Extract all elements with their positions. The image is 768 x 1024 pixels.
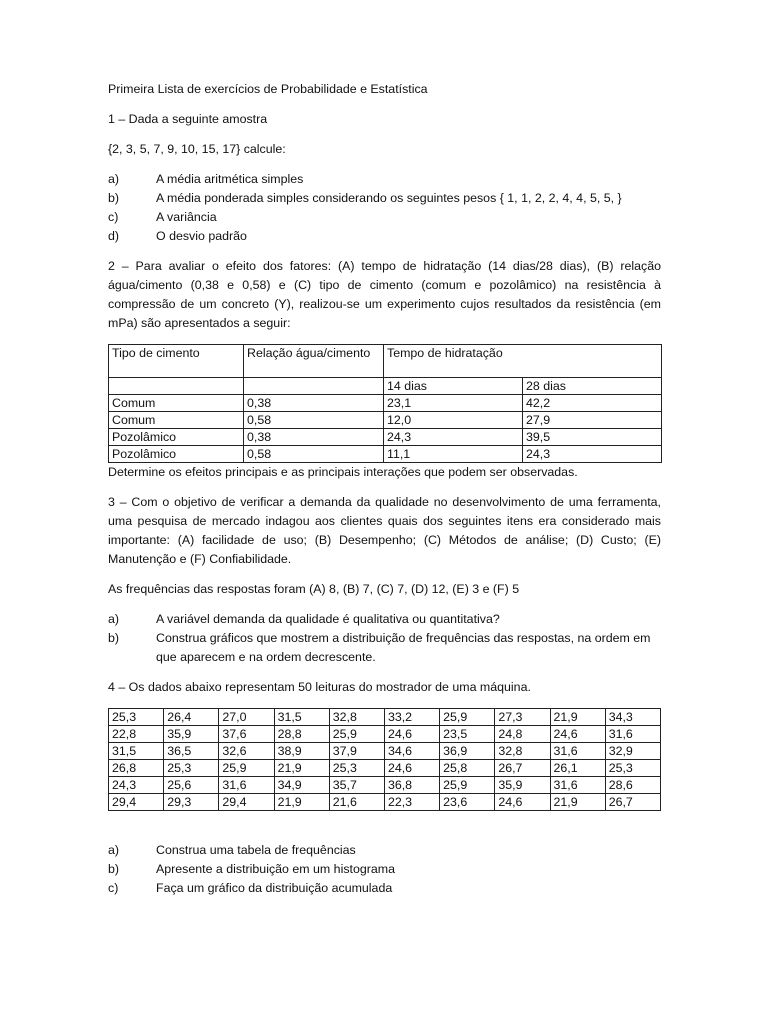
reading-cell: 21,9 bbox=[550, 794, 605, 811]
reading-cell: 22,8 bbox=[109, 726, 164, 743]
table-cell: 12,0 bbox=[384, 412, 523, 429]
reading-cell: 31,6 bbox=[550, 743, 605, 760]
list-item bbox=[108, 208, 661, 227]
reading-cell: 26,7 bbox=[495, 760, 550, 777]
item-label: b) bbox=[108, 191, 120, 205]
table-cell: 24,3 bbox=[523, 446, 662, 463]
table-row bbox=[109, 726, 661, 743]
reading-cell: 24,6 bbox=[384, 726, 439, 743]
table-row bbox=[109, 446, 662, 463]
reading-cell: 38,9 bbox=[274, 743, 329, 760]
reading-cell: 25,3 bbox=[605, 760, 660, 777]
item-text: A média ponderada simples considerando os seguintes pesos { 1, 1, 2, 2, 4, 4, 5, 5, } bbox=[156, 191, 622, 205]
reading-cell: 25,3 bbox=[329, 760, 384, 777]
item-text: Apresente a distribuição em um histograma bbox=[156, 862, 395, 876]
reading-cell: 25,6 bbox=[164, 777, 219, 794]
header-tempo: Tempo de hidratação bbox=[384, 345, 662, 378]
table-row bbox=[109, 709, 661, 726]
reading-cell: 29,4 bbox=[219, 794, 274, 811]
table-cell: 39,5 bbox=[523, 429, 662, 446]
reading-cell: 31,6 bbox=[219, 777, 274, 794]
reading-cell: 25,3 bbox=[164, 760, 219, 777]
reading-cell: 35,9 bbox=[164, 726, 219, 743]
reading-cell: 29,4 bbox=[109, 794, 164, 811]
table-cell: 0,58 bbox=[244, 412, 384, 429]
reading-cell: 26,8 bbox=[109, 760, 164, 777]
table-cell: Pozolâmico bbox=[109, 446, 244, 463]
reading-cell: 32,6 bbox=[219, 743, 274, 760]
list-item bbox=[108, 879, 661, 898]
reading-cell: 26,4 bbox=[164, 709, 219, 726]
reading-cell: 33,2 bbox=[384, 709, 439, 726]
table-cell: 0,58 bbox=[244, 446, 384, 463]
reading-cell: 21,9 bbox=[274, 794, 329, 811]
reading-cell: 21,6 bbox=[329, 794, 384, 811]
table-cell: Comum bbox=[109, 395, 244, 412]
reading-cell: 28,6 bbox=[605, 777, 660, 794]
table-cell: 24,3 bbox=[384, 429, 523, 446]
item-text: Construa uma tabela de frequências bbox=[156, 843, 356, 857]
reading-cell: 25,9 bbox=[440, 777, 495, 794]
item-text: A variável demanda da qualidade é qualitativa ou quantitativa? bbox=[156, 612, 500, 626]
table-row bbox=[109, 794, 661, 811]
table-cell: 42,2 bbox=[523, 395, 662, 412]
reading-cell: 36,5 bbox=[164, 743, 219, 760]
table-row bbox=[109, 777, 661, 794]
reading-cell: 32,8 bbox=[329, 709, 384, 726]
table-header-row bbox=[109, 345, 662, 378]
reading-cell: 27,3 bbox=[495, 709, 550, 726]
item-label: d) bbox=[108, 229, 120, 243]
list-item bbox=[108, 189, 661, 208]
item-label: a) bbox=[108, 612, 120, 626]
item-text: A média aritmética simples bbox=[156, 172, 304, 186]
document-page bbox=[108, 80, 661, 909]
q3-frequencies: As frequências das respostas foram (A) 8, (B) 7, (C) 7, (D) 12, (E) 3 e (F) 5 bbox=[108, 582, 520, 596]
reading-cell: 21,9 bbox=[550, 709, 605, 726]
q2-text: 2 – Para avaliar o efeito dos fatores: (A) tempo de hidratação (14 dias/28 dias), (B) relação água/cimento (0,38 e 0,58) e (C) tipo de cimento (comum e pozolâmico) na resistência à compressão de um concreto (Y), realizou-se um experimento cujos resultados da resistência (em mPa) são apresentados a seguir: bbox=[108, 259, 661, 330]
table-cell: 0,38 bbox=[244, 395, 384, 412]
q1-heading: 1 – Dada a seguinte amostra bbox=[108, 112, 268, 126]
table-cell: 27,9 bbox=[523, 412, 662, 429]
q3-text: 3 – Com o objetivo de verificar a demanda da qualidade no desenvolvimento de uma ferramenta, uma pesquisa de mercado indagou aos clientes quais dos seguintes itens era considerado mais importante: (A) facilidade de uso; (B) Desempenho; (C) Métodos de análise; (D) Custo; (E) Manutenção e (F) Confiabilidade. bbox=[108, 495, 661, 566]
reading-cell: 25,3 bbox=[109, 709, 164, 726]
table-cell: 23,1 bbox=[384, 395, 523, 412]
list-item bbox=[108, 227, 661, 246]
item-label: a) bbox=[108, 172, 120, 186]
list-item bbox=[108, 841, 661, 860]
table-row bbox=[109, 760, 661, 777]
q1-sample: {2, 3, 5, 7, 9, 10, 15, 17} calcule: bbox=[108, 142, 286, 156]
item-label: a) bbox=[108, 843, 120, 857]
reading-cell: 29,3 bbox=[164, 794, 219, 811]
reading-cell: 25,9 bbox=[440, 709, 495, 726]
readings-table bbox=[108, 708, 661, 811]
reading-cell: 36,8 bbox=[384, 777, 439, 794]
reading-cell: 24,6 bbox=[495, 794, 550, 811]
item-text: O desvio padrão bbox=[156, 229, 247, 243]
reading-cell: 27,0 bbox=[219, 709, 274, 726]
q3-items bbox=[108, 610, 661, 667]
reading-cell: 34,3 bbox=[605, 709, 660, 726]
item-text: A variância bbox=[156, 210, 217, 224]
list-item bbox=[108, 170, 661, 189]
q2-after-text: Determine os efeitos principais e as principais interações que podem ser observadas. bbox=[108, 465, 578, 479]
reading-cell: 25,9 bbox=[329, 726, 384, 743]
table-row bbox=[109, 395, 662, 412]
table-row bbox=[109, 743, 661, 760]
table-cell: 11,1 bbox=[384, 446, 523, 463]
reading-cell: 25,9 bbox=[219, 760, 274, 777]
subheader-14-dias: 14 dias bbox=[384, 378, 523, 395]
table-row bbox=[109, 412, 662, 429]
reading-cell: 28,8 bbox=[274, 726, 329, 743]
reading-cell: 24,8 bbox=[495, 726, 550, 743]
q1-items bbox=[108, 170, 661, 246]
reading-cell: 24,6 bbox=[384, 760, 439, 777]
subheader-28-dias: 28 dias bbox=[523, 378, 662, 395]
reading-cell: 23,5 bbox=[440, 726, 495, 743]
table-cell: 0,38 bbox=[244, 429, 384, 446]
table-cell: Comum bbox=[109, 412, 244, 429]
reading-cell: 24,3 bbox=[109, 777, 164, 794]
header-tipo: Tipo de cimento bbox=[109, 345, 244, 378]
reading-cell: 37,6 bbox=[219, 726, 274, 743]
q4-items bbox=[108, 841, 661, 898]
item-label: c) bbox=[108, 210, 119, 224]
document-title: Primeira Lista de exercícios de Probabilidade e Estatística bbox=[108, 82, 428, 96]
reading-cell: 26,1 bbox=[550, 760, 605, 777]
reading-cell: 34,6 bbox=[384, 743, 439, 760]
reading-cell: 37,9 bbox=[329, 743, 384, 760]
reading-cell: 32,9 bbox=[605, 743, 660, 760]
list-item bbox=[108, 629, 661, 667]
header-relacao: Relação água/cimento bbox=[244, 345, 384, 378]
table-cell bbox=[244, 378, 384, 395]
list-item bbox=[108, 860, 661, 879]
item-label: b) bbox=[108, 631, 120, 645]
item-text: Construa gráficos que mostrem a distribuição de frequências das respostas, na ordem em que aparecem e na ordem decrescente. bbox=[156, 631, 651, 664]
cement-table bbox=[108, 344, 662, 463]
reading-cell: 35,9 bbox=[495, 777, 550, 794]
item-label: b) bbox=[108, 862, 120, 876]
item-text: Faça um gráfico da distribuição acumulada bbox=[156, 881, 393, 895]
reading-cell: 21,9 bbox=[274, 760, 329, 777]
reading-cell: 31,5 bbox=[109, 743, 164, 760]
reading-cell: 23,6 bbox=[440, 794, 495, 811]
reading-cell: 31,6 bbox=[605, 726, 660, 743]
table-row bbox=[109, 429, 662, 446]
reading-cell: 32,8 bbox=[495, 743, 550, 760]
list-item bbox=[108, 610, 661, 629]
reading-cell: 31,6 bbox=[550, 777, 605, 794]
reading-cell: 22,3 bbox=[384, 794, 439, 811]
reading-cell: 25,8 bbox=[440, 760, 495, 777]
reading-cell: 31,5 bbox=[274, 709, 329, 726]
table-cell: Pozolâmico bbox=[109, 429, 244, 446]
reading-cell: 35,7 bbox=[329, 777, 384, 794]
q4-text: 4 – Os dados abaixo representam 50 leituras do mostrador de uma máquina. bbox=[108, 680, 531, 694]
reading-cell: 24,6 bbox=[550, 726, 605, 743]
reading-cell: 36,9 bbox=[440, 743, 495, 760]
table-subheader-row bbox=[109, 378, 662, 395]
table-cell bbox=[109, 378, 244, 395]
item-label: c) bbox=[108, 881, 119, 895]
reading-cell: 34,9 bbox=[274, 777, 329, 794]
reading-cell: 26,7 bbox=[605, 794, 660, 811]
